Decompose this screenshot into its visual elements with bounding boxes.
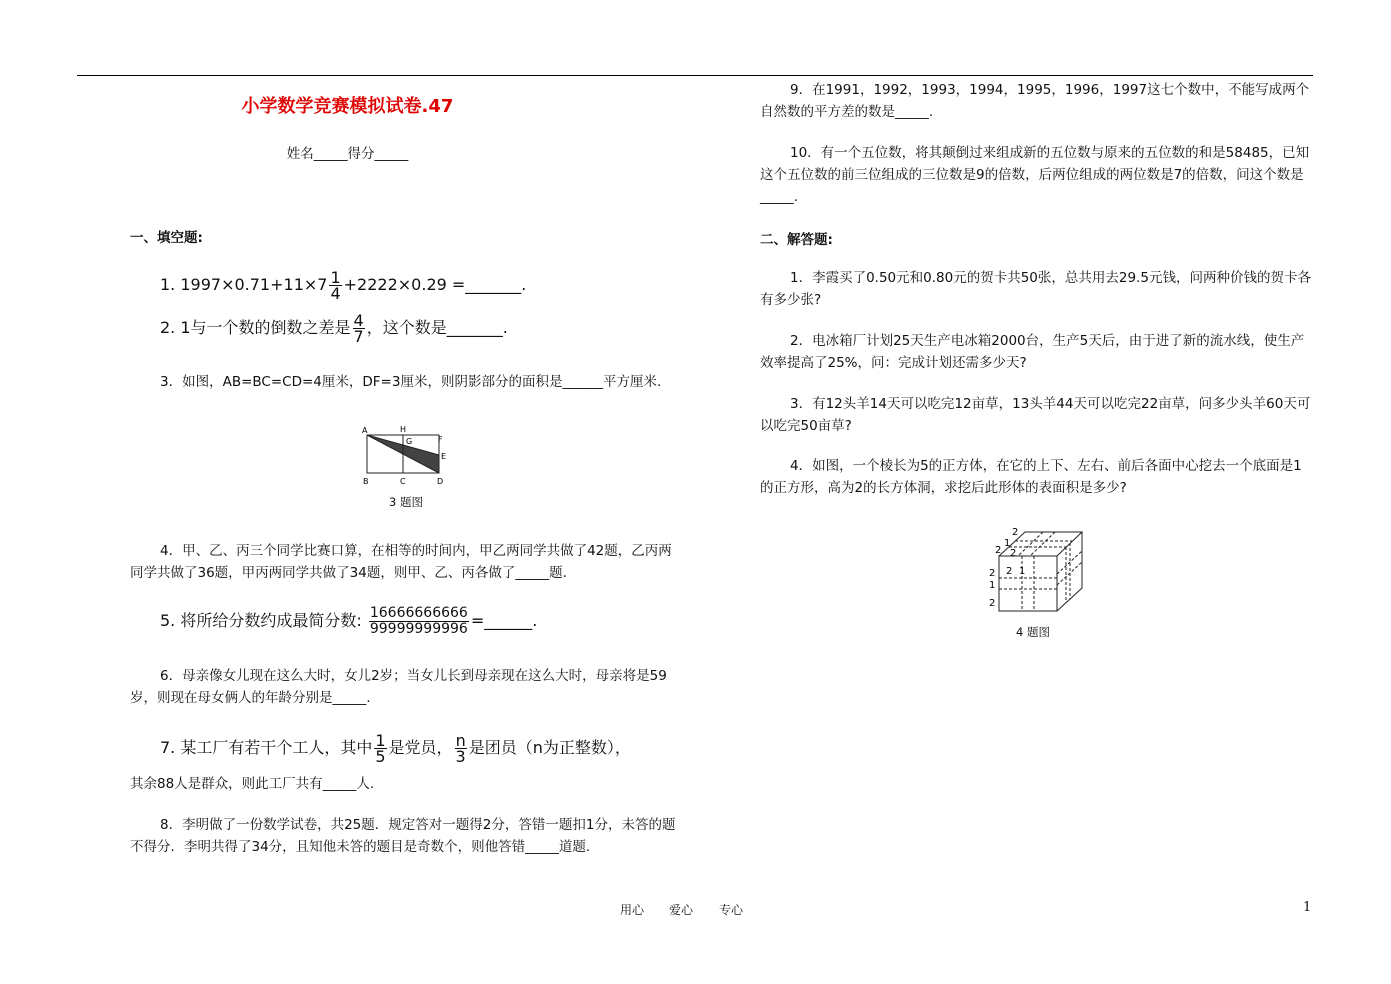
q2-text: 2. 1与一个数的倒数之差是 [160, 318, 351, 337]
fig4-label-7: 2 [989, 568, 996, 579]
question-10: 10．有一个五位数，将其颠倒过来组成新的五位数与原来的五位数的和是58485，已知这个五位数的前三位组成的三位数是9的倍数，后两位组成的两位数是7的倍数，问这个数是_____. [760, 145, 1310, 205]
fig3-label-d: D [437, 477, 444, 486]
question-3: 3．如图，AB=BC=CD=4厘米，DF=3厘米，则阴影部分的面积是______平方厘米. [160, 374, 662, 390]
footer-item-3: 专心 [719, 903, 744, 917]
fig4-label-2: 2 [995, 545, 1002, 556]
q1-tail: +2222×0.29 =_______. [343, 275, 527, 294]
question-7 [160, 733, 631, 764]
header-rule [77, 75, 1313, 76]
fig4-label-8: 1 [989, 580, 996, 591]
figure-4 [985, 526, 1085, 614]
q7-mid: 是党员， [388, 738, 453, 757]
fig4-caption: 4 题图 [1016, 625, 1050, 639]
q5-text: 5. 将所给分数约成最简分数: [160, 611, 362, 630]
question-8: 8．李明做了一份数学试卷，共25题．规定答对一题得2分，答错一题扣1分，未答的题不得分．李明共得了34分，且知他未答的题目是奇数个，则他答错_____道题. [130, 817, 676, 855]
fig3-label-e: E [441, 452, 447, 461]
question-5 [160, 606, 537, 637]
page-number: 1 [1303, 900, 1312, 915]
q5-tail: =______. [470, 611, 538, 630]
fig3-label-a: A [362, 426, 368, 435]
fig4-label-6: 1 [1019, 566, 1026, 577]
figure-3 [358, 424, 458, 490]
q7-tail: 是团员（n为正整数）， [468, 738, 631, 757]
q2-tail: ，这个数是_______. [366, 318, 508, 337]
question-4: 4．甲、乙、丙三个同学比赛口算，在相等的时间内，甲乙两同学共做了42题，乙丙两同学共做了36题，甲丙两同学共做了34题，则甲、乙、丙各做了_____题. [130, 543, 672, 581]
answer-2: 2．电冰箱厂计划25天生产电冰箱2000台，生产5天后，由于进了新的流水线，使生产效率提高了25%，问：完成计划还需多少天? [760, 333, 1305, 371]
section-answers: 二、解答题: [760, 232, 833, 248]
fig4-label-9: 2 [989, 598, 996, 609]
footer-item-2: 爱心 [669, 903, 694, 917]
answer-1: 1．李霞买了0.50元和0.80元的贺卡共50张，总共用去29.5元钱，问两种价钱的贺卡各有多少张? [760, 270, 1311, 308]
q7-fraction-2: $\frac{n}{3}$ [455, 731, 466, 766]
question-9: 9．在1991，1992，1993，1994，1995，1996，1997这七个数中，不能写成两个自然数的平方差的数是_____. [760, 82, 1310, 120]
q5-fraction: $\frac{16666666666}{99999999996}$ [369, 605, 468, 637]
q1-text: 1. 1997×0.71+11×7 [160, 275, 328, 294]
fig3-label-b: B [363, 477, 369, 486]
answer-4: 4．如图，一个棱长为5的正方体，在它的上下、左右、前后各面中心挖去一个底面是1的正方形，高为2的长方体洞，求挖后此形体的表面积是多少? [760, 458, 1302, 496]
fig3-caption: 3 题图 [389, 495, 423, 509]
q1-fraction: $\frac{1}{4}$ [330, 268, 341, 303]
question-6: 6．母亲像女儿现在这么大时，女儿2岁；当女儿长到母亲现在这么大时，母亲将是59岁，则现在母女俩人的年龄分别是_____. [130, 668, 667, 706]
section-fill-in: 一、填空题: [130, 230, 203, 246]
question-7-line2: 其余88人是群众，则此工厂共有_____人. [130, 776, 375, 792]
fig4-label-3: 1 [1004, 538, 1011, 549]
fig4-front-face [999, 556, 1057, 611]
fig3-label-h: H [400, 425, 407, 434]
question-1 [160, 270, 526, 301]
fig4-label-5: 2 [1006, 566, 1013, 577]
q2-fraction: $\frac{4}{7}$ [353, 311, 364, 346]
q7-text: 7. 某工厂有若干个工人，其中 [160, 738, 373, 757]
fig3-label-c: C [400, 477, 406, 486]
answer-3: 3．有12头羊14天可以吃完12亩草，13头羊44天可以吃完22亩草，问多少头羊60天可以吃完50亩草? [760, 396, 1311, 434]
fig3-label-f: F [438, 435, 443, 444]
q7-fraction-1: $\frac{1}{5}$ [375, 731, 386, 766]
name-score-line: 姓名_____得分_____ [286, 146, 409, 162]
page-title: 小学数学竞赛模拟试卷.47 [241, 96, 454, 117]
question-2 [160, 313, 508, 344]
fig3-label-g: G [406, 437, 413, 446]
fig4-label-4: 2 [1010, 548, 1017, 559]
footer-item-1: 用心 [620, 903, 645, 917]
fig4-label-1: 2 [1012, 527, 1019, 538]
